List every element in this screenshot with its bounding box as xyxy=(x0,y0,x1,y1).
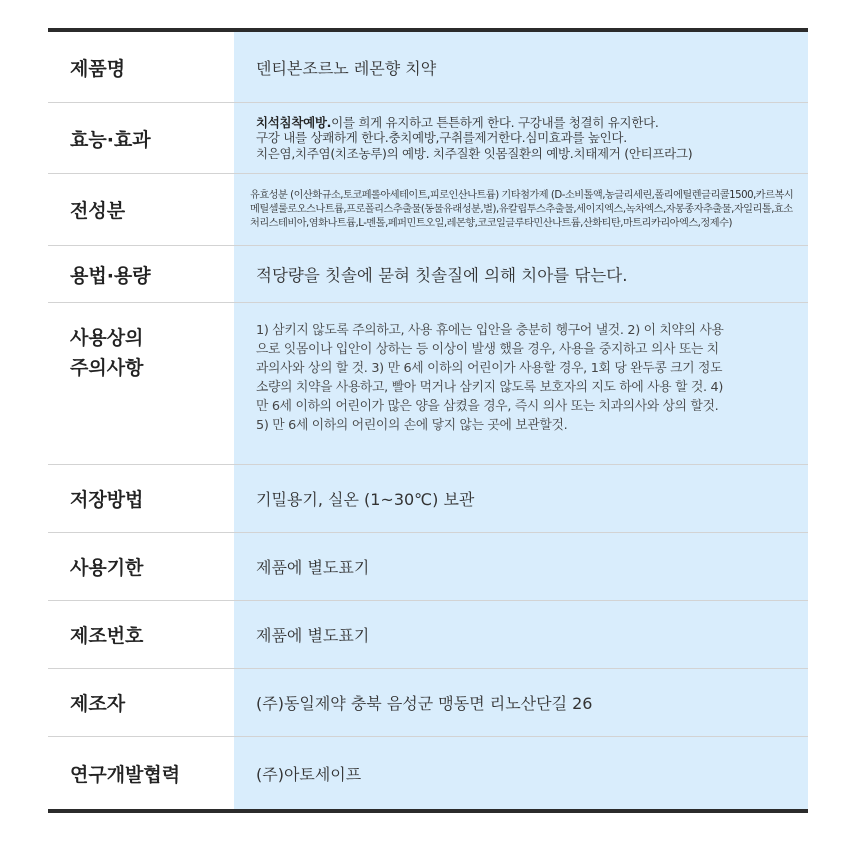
caution-line-1: 1) 삼키지 않도록 주의하고, 사용 휴에는 입안을 충분히 헹구어 낼것. 2) 이 치약의 사용 xyxy=(256,323,724,338)
label-rnd: 연구개발협력 xyxy=(48,737,234,809)
label-storage: 저장방법 xyxy=(48,465,234,532)
caution-line-2: 으로 잇몸이나 입안이 상하는 등 이상이 발생 했을 경우, 사용을 중지하고 의사 또는 치 xyxy=(256,342,719,357)
label-cautions: 사용상의 주의사항 xyxy=(48,303,234,464)
value-usage: 적당량을 칫솔에 묻혀 칫솔질에 의해 치아를 닦는다. xyxy=(234,246,808,302)
label-ingredients: 전성분 xyxy=(48,174,234,245)
row-maker xyxy=(48,669,808,737)
label-efficacy: 효능·효과 xyxy=(48,103,234,173)
value-product-name: 덴티본조르노 레몬향 치약 xyxy=(234,32,808,102)
label-expiry: 사용기한 xyxy=(48,533,234,600)
caution-line-6: 5) 만 6세 이하의 어린이의 손에 닿지 않는 곳에 보관할것. xyxy=(256,418,568,433)
caution-line-5: 만 6세 이하의 어린이가 많은 양을 삼켰을 경우, 즉시 의사 또는 치과의사와 상의 할것. xyxy=(256,399,719,414)
row-lot xyxy=(48,601,808,669)
value-maker: (주)동일제약 충북 음성군 맹동면 리노산단길 26 xyxy=(234,669,808,736)
row-expiry xyxy=(48,533,808,601)
value-storage: 기밀용기, 실온 (1~30℃) 보관 xyxy=(234,465,808,532)
value-efficacy xyxy=(234,103,808,173)
row-usage xyxy=(48,246,808,303)
value-lot: 제품에 별도표기 xyxy=(234,601,808,668)
label-maker: 제조자 xyxy=(48,669,234,736)
row-ingredients xyxy=(48,174,808,246)
efficacy-line-3: 치은염,치주염(치조농루)의 예방. 치주질환 잇몸질환의 예방.치태제거 (안티프라그) xyxy=(256,145,693,161)
efficacy-line-1: 이를 희게 유지하고 튼튼하게 한다. 구강내를 청결히 유지한다. xyxy=(331,114,659,130)
caution-line-4: 소량의 치약을 사용하고, 빨아 먹거나 삼키지 않도록 보호자의 지도 하에 사용 할 것. 4) xyxy=(256,380,724,395)
row-storage xyxy=(48,465,808,533)
efficacy-lead: 치석침착예방. xyxy=(256,114,332,130)
value-cautions xyxy=(234,303,808,464)
label-product-name: 제품명 xyxy=(48,32,234,102)
ingredients-text: 유효성분 (이산화규소,토코페롤아세테이트,피로인산나트륨) 기타첨가제 (D-소비톨액,농글리세린,폴리에틸렌글리콜1500,카르복시메틸셀룰로오스나트륨,프로폴리스추출물(동물유래성분,벌),유칼립투스추출물,세이지엑스,녹차엑스,자몽종자추출물,자일리톨,효소처리스테비아,염화나트륨,L-멘톨,페퍼민트오일,레몬향,코코일글루타민산나트륨,산화티탄,마트리카리아엑스,정제수) xyxy=(250,189,794,229)
row-rnd xyxy=(48,737,808,809)
efficacy-line-2: 구강 내를 상쾌하게 한다.충치예방,구취를제거한다.심미효과를 높인다. xyxy=(256,130,627,146)
row-cautions xyxy=(48,303,808,465)
label-lot: 제조번호 xyxy=(48,601,234,668)
product-info-table xyxy=(48,28,808,813)
value-expiry: 제품에 별도표기 xyxy=(234,533,808,600)
value-ingredients xyxy=(234,174,808,245)
caution-line-3: 과의사와 상의 할 것. 3) 만 6세 이하의 어린이가 사용할 경우, 1회 당 완두콩 크기 정도 xyxy=(256,361,723,376)
label-usage: 용법·용량 xyxy=(48,246,234,302)
row-efficacy xyxy=(48,103,808,174)
row-product-name xyxy=(48,32,808,103)
value-rnd: (주)아토세이프 xyxy=(234,737,808,809)
